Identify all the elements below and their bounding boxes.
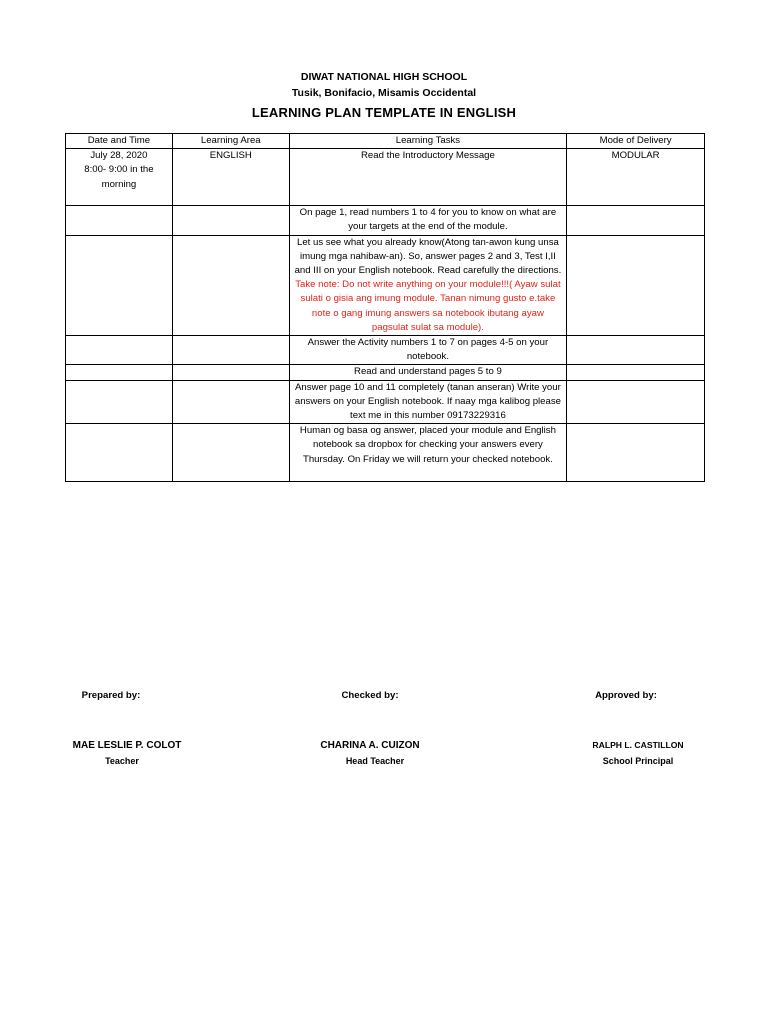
checked-by-name: CHARINA A. CUIZON — [320, 740, 420, 751]
table-row — [66, 365, 705, 380]
warning-note: Take note: Do not write anything on your module!!!( Ayaw sulat sulati o gisia ang imung module. Tanan nimung gusto e.take note o gang imung answers sa notebook ibutang ayaw pagsulat sulat sa module). — [295, 279, 561, 333]
learning-task-cell: Read and understand pages 5 to 9 — [289, 365, 567, 380]
empty-cell — [567, 380, 705, 424]
school-name: DIWAT NATIONAL HIGH SCHOOL — [300, 71, 468, 83]
empty-cell — [66, 424, 173, 482]
learning-task-cell: Answer the Activity numbers 1 to 7 on pages 4-5 on your notebook. — [289, 336, 567, 365]
table-row — [66, 149, 705, 206]
empty-cell — [172, 206, 289, 235]
learning-task-cell: Answer page 10 and 11 completely (tanan anseran) Write your answers on your English notebook. If naay mga kalibog please text me in this number 09173229316 — [289, 380, 567, 424]
empty-cell — [567, 424, 705, 482]
empty-cell — [567, 206, 705, 235]
empty-cell — [172, 336, 289, 365]
empty-cell — [567, 235, 705, 335]
learning-task-cell: On page 1, read numbers 1 to 4 for you to know on what are your targets at the end of the module. — [289, 206, 567, 235]
empty-cell — [66, 206, 173, 235]
empty-cell — [567, 336, 705, 365]
approved-by-label: Approved by: — [595, 690, 657, 701]
learning-task-cell — [289, 235, 567, 335]
prepared-by-name: MAE LESLIE P. COLOT — [72, 740, 182, 751]
mode-of-delivery-cell: MODULAR — [567, 149, 705, 206]
approved-by-role: School Principal — [602, 756, 674, 766]
empty-cell — [172, 235, 289, 335]
empty-cell — [66, 235, 173, 335]
checked-by-label: Checked by: — [341, 690, 399, 701]
empty-cell — [172, 365, 289, 380]
checked-by-role: Head Teacher — [345, 756, 405, 766]
column-header-mode-of-delivery: Mode of Delivery — [567, 134, 705, 149]
table-row — [66, 206, 705, 235]
column-header-date-time: Date and Time — [66, 134, 173, 149]
table-row — [66, 424, 705, 482]
table-row — [66, 380, 705, 424]
learning-plan-table — [65, 133, 705, 482]
learning-task-cell: Human og basa og answer, placed your module and English notebook sa dropbox for checking your answers every Thursday. On Friday we will return your checked notebook. — [289, 424, 567, 482]
empty-cell — [66, 380, 173, 424]
column-header-learning-area: Learning Area — [172, 134, 289, 149]
time-text: 8:00- 9:00 in the morning — [84, 164, 154, 190]
table-row — [66, 336, 705, 365]
learning-task-cell: Read the Introductory Message — [289, 149, 567, 206]
date-text: July 28, 2020 — [90, 150, 148, 162]
column-header-learning-tasks: Learning Tasks — [289, 134, 567, 149]
empty-cell — [66, 336, 173, 365]
school-address: Tusik, Bonifacio, Misamis Occidental — [291, 87, 477, 99]
empty-cell — [172, 380, 289, 424]
table-header-row — [66, 134, 705, 149]
empty-cell — [66, 365, 173, 380]
prepared-by-role: Teacher — [105, 756, 139, 766]
approved-by-name: RALPH L. CASTILLON — [592, 740, 684, 750]
document-title: LEARNING PLAN TEMPLATE IN ENGLISH — [251, 105, 517, 120]
table-row — [66, 235, 705, 335]
empty-cell — [172, 424, 289, 482]
task-text: Let us see what you already know(Atong tan-awon kung unsa imung mga nahibaw-an). So, answer pages 2 and 3, Test I,II and III on your English notebook. Read carefully the directions. — [294, 236, 562, 277]
date-time-cell — [66, 149, 173, 206]
prepared-by-label: Prepared by: — [81, 690, 141, 701]
empty-cell — [567, 365, 705, 380]
learning-area-cell: ENGLISH — [172, 149, 289, 206]
